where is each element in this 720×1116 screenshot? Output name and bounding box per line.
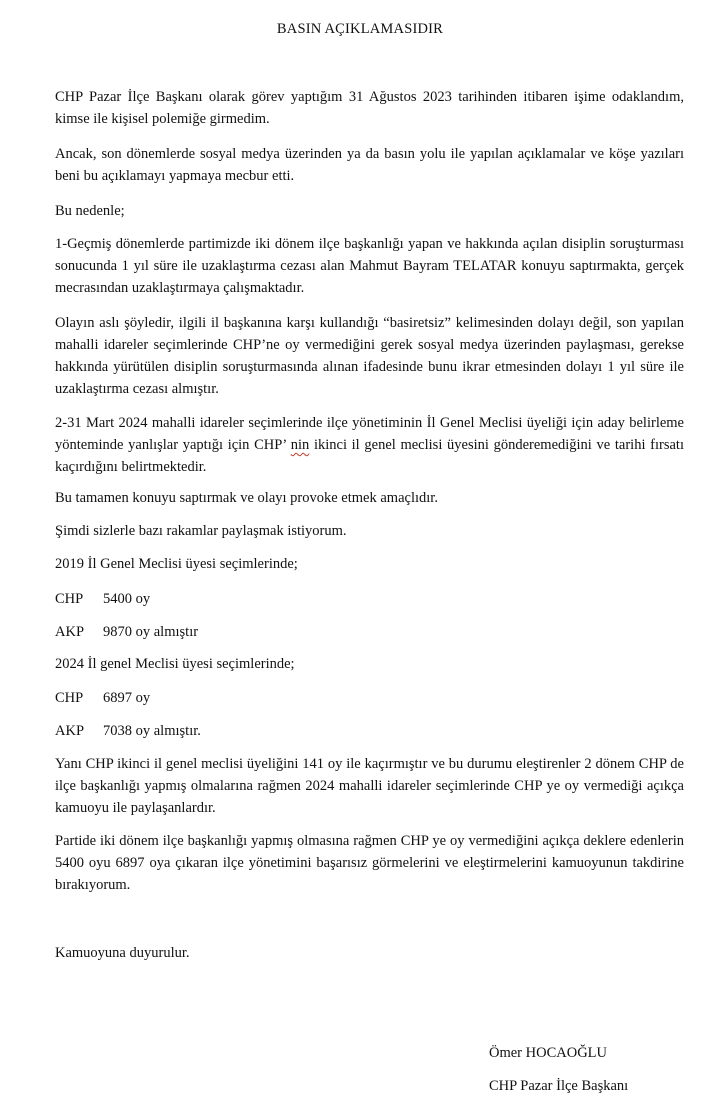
vote-row-2019-chp bbox=[55, 588, 150, 610]
paragraph-reason: Ancak, son dönemlerde sosyal medya üzerinden ya da basın yolu ile yapılan açıklamalar ve köşe yazıları beni bu açıklamayı yapmaya mecbur etti. bbox=[55, 146, 684, 184]
vote-count: 6897 oy bbox=[103, 690, 151, 706]
vote-count: 5400 oy bbox=[103, 591, 151, 607]
paragraph-provocation: Bu tamamen konuyu saptırmak ve olayı provoke etmek amaçlıdır. bbox=[55, 490, 438, 506]
paragraph-therefore: Bu nedenle; bbox=[55, 203, 125, 219]
document-title: BASIN AÇIKLAMASIDIR bbox=[276, 21, 444, 37]
paragraph-point-1: 1-Geçmiş dönemlerde partimizde iki dönem ilçe başkanlığı yapan ve hakkında açılan disiplin soruşturması sonucunda 1 yıl süre ile uzaklaştırma cezası alan Mahmut Bayram TELATAR konuyu saptırmakta, gerçek mecrasından uzaklaştırmaya çalışmaktadır. bbox=[55, 236, 684, 296]
paragraph-conclusion: Partide iki dönem ilçe başkanlığı yapmış olmasına rağmen CHP ye oy vermediğini açıkça deklere edenlerin 5400 oyu 6897 oya çıkaran ilçe yönetimini başarısız görmelerini ve eleştirmelerini kamuoyunun takdirine bırakıyorum. bbox=[55, 833, 684, 893]
heading-2019-elections: 2019 İl Genel Meclisi üyesi seçimlerinde; bbox=[55, 556, 298, 572]
party-name: CHP bbox=[55, 591, 84, 607]
paragraph-explanation: Olayın aslı şöyledir, ilgili il başkanına karşı kullandığı “basiretsiz” kelimesinden dolayı değil, son yapılan mahalli idareler seçimlerinde CHP’ne oy vermediğini gerek sosyal medya üzerinden paylaşması, gerekse hakkında yürütülen disiplin soruşturmasında alınan ifadesinde bunu ikrar etmesinden dolayı 1 yıl süre ile uzaklaştırma cezası almıştır. bbox=[55, 315, 684, 397]
paragraph-intro: CHP Pazar İlçe Başkanı olarak görev yaptığım 31 Ağustos 2023 tarihinden itibaren işime odaklandım, kimse ile kişisel polemiğe girmedim. bbox=[55, 89, 684, 127]
spellcheck-marked-word: nin bbox=[290, 437, 310, 453]
vote-row-2024-chp bbox=[55, 687, 150, 709]
party-name: AKP bbox=[55, 624, 85, 640]
signature-name: Ömer HOCAOĞLU bbox=[489, 1045, 607, 1061]
vote-row-2024-akp bbox=[55, 720, 201, 742]
point-2-text-end: ikinci il genel meclisi üyesini gönderemediğini ve tarihi fırsatı kaçırdığını belirtmektedir. bbox=[55, 437, 684, 475]
vote-count: 7038 oy almıştır. bbox=[103, 723, 201, 739]
heading-2024-elections: 2024 İl genel Meclisi üyesi seçimlerinde; bbox=[55, 656, 295, 672]
paragraph-point-2 bbox=[55, 412, 684, 478]
paragraph-figures-intro: Şimdi sizlerle bazı rakamlar paylaşmak istiyorum. bbox=[55, 523, 347, 539]
point-2-text-start: 2-31 Mart 2024 mahalli idareler seçimlerinde ilçe yönetiminin İl Genel Meclisi üyeliği için aday belirleme yönteminde yanlışlar yaptığı için CHP’ bbox=[55, 415, 684, 453]
party-name: AKP bbox=[55, 723, 85, 739]
paragraph-announcement: Kamuoyuna duyurulur. bbox=[55, 945, 190, 961]
paragraph-summary: Yanı CHP ikinci il genel meclisi üyeliğini 141 oy ile kaçırmıştır ve bu durumu eleştirenler 2 dönem CHP de ilçe başkanlığı yapmış olmalarına rağmen 2024 mahalli idareler seçimlerinde CHP ye oy vermediği açıkça kamuoyu ile paylaşanlardır. bbox=[55, 756, 684, 816]
vote-count: 9870 oy almıştır bbox=[103, 624, 199, 640]
vote-row-2019-akp bbox=[55, 621, 198, 643]
signature-role: CHP Pazar İlçe Başkanı bbox=[489, 1078, 629, 1094]
party-name: CHP bbox=[55, 690, 84, 706]
